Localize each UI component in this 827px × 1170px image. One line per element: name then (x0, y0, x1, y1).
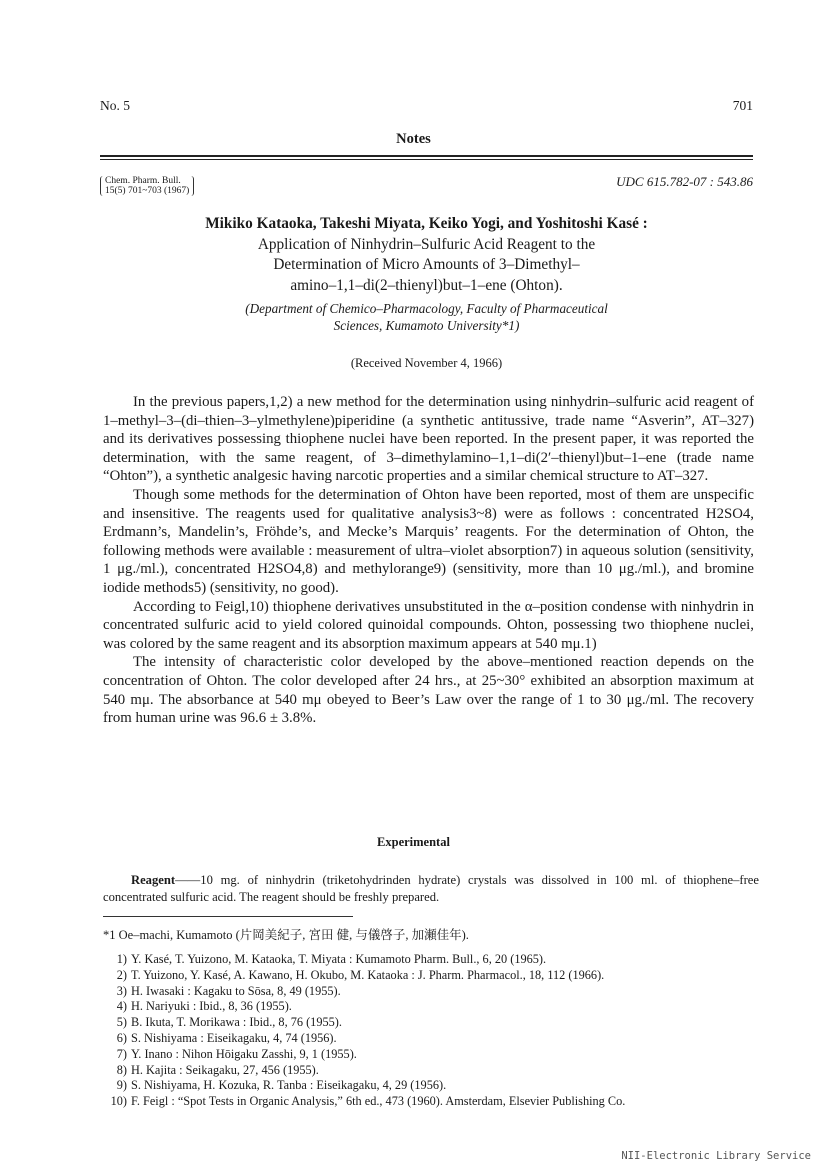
reference-number: 5) (116, 1015, 127, 1030)
reagent-text: 10 mg. of ninhydrin (triketohydrinden hydrate) crystals was dissolved in 100 ml. of thiophene–free concentrated sulfuric acid. The reagent should be freshly prepared. (103, 873, 759, 904)
affiliation (100, 301, 753, 334)
page-number: 701 (732, 98, 753, 113)
reference-number: 9) (116, 1078, 127, 1093)
section-heading: Notes (396, 131, 431, 147)
article-title-block (100, 214, 753, 296)
title-line-1: Application of Ninhydrin–Sulfuric Acid Reagent to the (257, 235, 596, 253)
title-line-2: Determination of Micro Amounts of 3–Dimethyl– (273, 256, 580, 273)
reference-text: F. Feigl : “Spot Tests in Organic Analysis,” 6th ed., 473 (1960). Amsterdam, Elsevier Publishing Co. (131, 1094, 626, 1109)
reference-item (103, 1047, 763, 1063)
reagent-section (103, 872, 759, 905)
reagent-paragraph (103, 872, 759, 905)
journal-citation (100, 176, 194, 196)
reference-item (103, 984, 763, 1000)
body-paragraph-3: According to Feigl,10) thiophene derivatives unsubstituted in the α–position condense with ninhydrin in concentrated sulfuric acid to yield colored quinoidal compounds. Ohton, possessing two thiophene nuclei, was colored by the same reagent and its absorption maximum appears at 540 mμ.1) (103, 598, 754, 652)
experimental-heading: Experimental (377, 835, 450, 849)
reagent-label: Reagent (131, 873, 176, 887)
header-rule-thick (100, 155, 753, 157)
reference-number: 10) (110, 1094, 127, 1109)
reference-list (103, 952, 763, 1110)
reference-text: T. Yuizono, Y. Kasé, A. Kawano, H. Okubo, M. Kataoka : J. Pharm. Pharmacol., 18, 112 (1966). (131, 967, 605, 982)
reference-item (103, 1031, 763, 1047)
footnote-1: *1 Oe–machi, Kumamoto (片岡美紀子, 宮田 健, 与儀啓子, 加瀬佳年). (103, 928, 469, 942)
reference-text: B. Ikuta, T. Morikawa : Ibid., 8, 76 (1955). (131, 1015, 342, 1030)
reference-text: Y. Inano : Nihon Hōigaku Zasshi, 9, 1 (1955). (131, 1046, 357, 1061)
reference-number: 2) (116, 967, 127, 982)
citation-line-2: 15(5) 701~703 (1967) (105, 186, 190, 196)
affiliation-line-2: Sciences, Kumamoto University*1) (333, 317, 520, 333)
reference-number: 7) (116, 1046, 127, 1061)
reference-number: 1) (116, 952, 127, 966)
reference-item (103, 1015, 763, 1031)
reference-number: 3) (116, 983, 127, 998)
author-list: Mikiko Kataoka, Takeshi Miyata, Keiko Yogi, and Yoshitoshi Kasé : (205, 215, 648, 232)
header-rule-thin (100, 159, 753, 160)
title-line-3: amino–1,1–di(2–thienyl)but–1–ene (Ohton). (290, 276, 563, 294)
reagent-dash: —— (175, 873, 201, 887)
reference-item (103, 1094, 763, 1110)
citation-line-1: Chem. Pharm. Bull. (105, 176, 181, 186)
reference-number: 4) (116, 999, 127, 1014)
received-date: (Received November 4, 1966) (350, 356, 503, 370)
body-paragraph-4: The intensity of characteristic color developed by the above–mentioned reaction depends on the concentration of Ohton. The color developed after 24 hrs., at 25~30° exhibited an absorption maximum at 540 mμ. The absorbance at 540 mμ obeyed to Beer’s Law over the range of 1 to 30 μg./ml. The recovery from human urine was 96.6 ± 3.8%. (103, 654, 754, 727)
reference-text: S. Nishiyama, H. Kozuka, R. Tanba : Eiseikagaku, 4, 29 (1956). (131, 1078, 447, 1093)
footnote-rule (103, 916, 353, 917)
library-service-footer: NII-Electronic Library Service (621, 1150, 811, 1162)
reference-item (103, 1063, 763, 1079)
reference-item (103, 999, 763, 1015)
reference-number: 8) (116, 1062, 127, 1077)
reference-text: H. Iwasaki : Kagaku to Sōsa, 8, 49 (1955). (131, 983, 341, 998)
article-body (103, 393, 754, 728)
reference-text: S. Nishiyama : Eiseikagaku, 4, 74 (1956). (131, 1030, 337, 1045)
reference-text: H. Nariyuki : Ibid., 8, 36 (1955). (131, 999, 292, 1014)
reference-item (103, 1078, 763, 1094)
reference-text: Y. Kasé, T. Yuizono, M. Kataoka, T. Miyata : Kumamoto Pharm. Bull., 6, 20 (1965). (131, 952, 547, 966)
reference-number: 6) (116, 1030, 127, 1045)
body-paragraph-2: Though some methods for the determination of Ohton have been reported, most of them are unspecific and insensitive. The reagents used for qualitative analysis3~8) were as follows : concentrated H2SO4, Erdmann’s, Mandelin’s, Fröhde’s, and Mecke’s Marquis’ reagents. For the determination of Ohton, the following methods were available : measurement of ultra–violet absorption7) in aqueous solution (sensitivity, 1 μg./ml.), concentrated H2SO4,8) and methylorange9) (sensitivity, more than 10 μg./ml.), and bromine iodide methods5) (sensitivity, no good). (103, 486, 754, 596)
udc-code: UDC 615.782-07 : 543.86 (616, 174, 753, 189)
journal-issue: No. 5 (100, 98, 130, 113)
reference-item (103, 952, 763, 968)
body-paragraph-1: In the previous papers,1,2) a new method for the determination using ninhydrin–sulfuric acid reagent of 1–methyl–3–(di–thien–3–ylmethylene)piperidine (a synthetic antitussive, trade name “Asverin”, AT–327) and its derivatives possessing thiophene nuclei have been reported. In the present paper, it was reported the determination, with the same reagent, of 3–dimethylamino–1,1–di(2′–thienyl)but–1–ene (trade name “Ohton”), a synthetic analgesic having narcotic properties and a similar chemical structure to AT–327. (103, 394, 754, 485)
affiliation-line-1: (Department of Chemico–Pharmacology, Faculty of Pharmaceutical (245, 301, 608, 316)
reference-item (103, 968, 763, 984)
reference-text: H. Kajita : Seikagaku, 27, 456 (1955). (131, 1062, 319, 1077)
